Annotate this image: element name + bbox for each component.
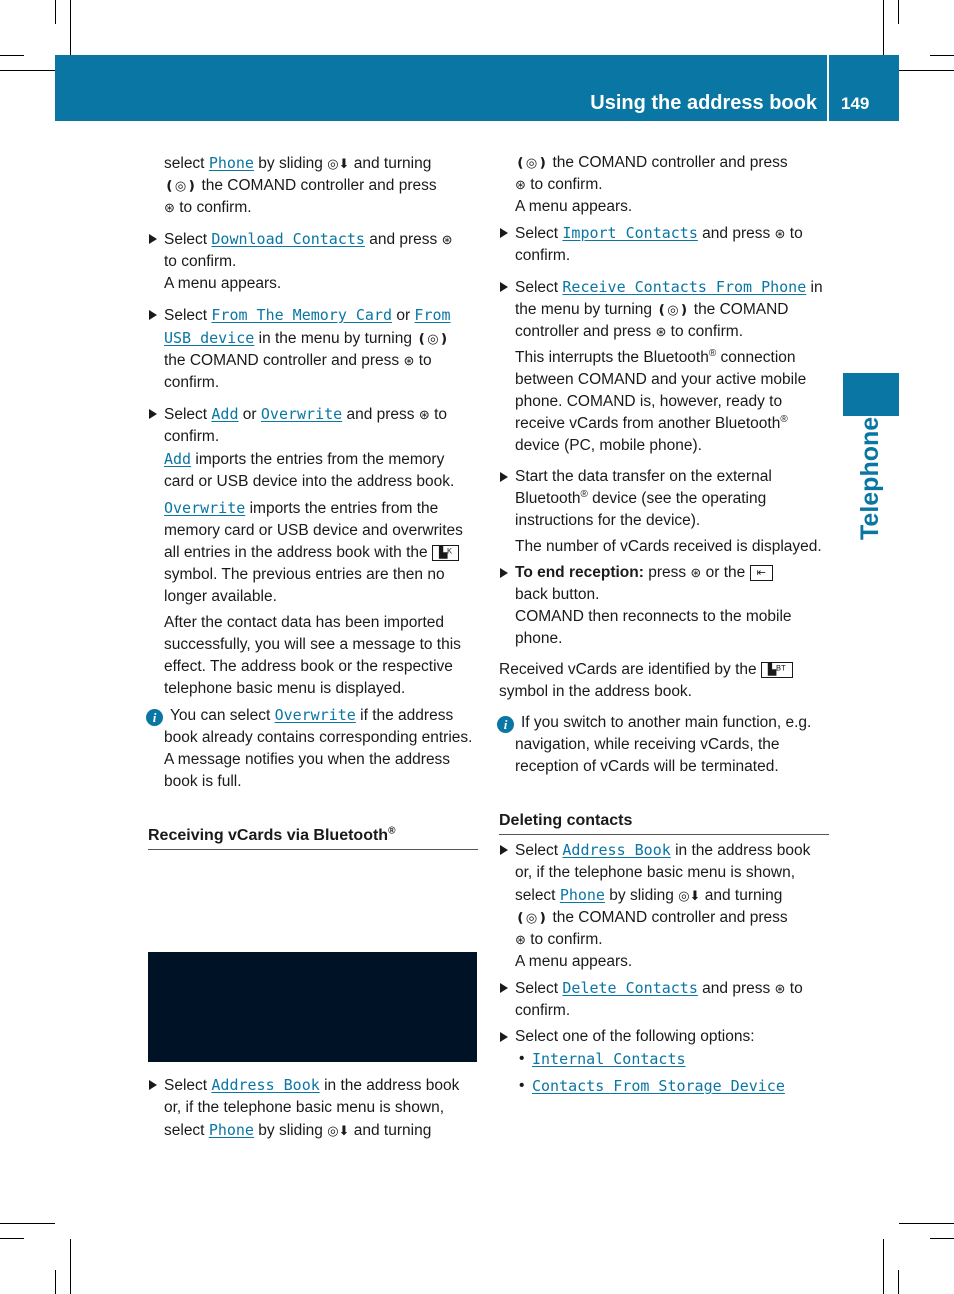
menu-item-receive-contacts: Receive Contacts From Phone [562,278,807,296]
overwrite-description: Overwrite imports the entries from the memory card or USB device and overwrites all entries in the address book with the ▙ᴷ symbol. The previous entries are then no longer available. [164,499,463,605]
page-header [55,55,899,121]
instruction-step: Start the data transfer on the external Bluetooth® device (see the operating instructions for the device). [499,466,829,532]
crop-mark [0,70,55,71]
press-controller-icon: ⊛ [774,226,786,241]
step-arrow-icon [149,234,157,244]
back-button-icon: ⇤ [750,565,773,581]
step-arrow-icon [500,472,508,482]
instruction-step: To end reception: press ⊛ or the ⇤ back button. COMAND then reconnects to the mobile phone. [499,562,829,650]
left-column [148,152,478,850]
turn-controller-icon: ❪◎❫ [656,302,690,317]
right-column [499,152,829,1098]
header-divider [827,55,829,121]
turn-controller-icon: ❪◎❫ [515,910,549,925]
step-arrow-icon [500,282,508,292]
option-contacts-from-storage: • Contacts From Storage Device [499,1075,829,1098]
instruction-step: Select one of the following options: [499,1026,829,1048]
press-controller-icon: ⊛ [655,324,667,339]
slide-down-icon: ◎⬇ [327,156,350,171]
info-icon: i [146,709,163,726]
turn-controller-icon: ❪◎❫ [515,155,549,170]
crop-mark [70,0,71,55]
menu-item-phone: Phone [208,1121,254,1139]
press-controller-icon: ⊛ [515,177,526,192]
menu-item-phone: Phone [208,154,254,172]
memory-card-symbol-icon: ▙ᴷ [432,545,459,561]
step-arrow-icon [149,1080,157,1090]
crop-mark [899,70,954,71]
press-controller-icon: ⊛ [441,232,453,247]
crop-mark [0,55,24,56]
menu-item-overwrite: Overwrite [260,405,343,423]
menu-item-usb-device: USB device [164,329,255,347]
import-result-text: After the contact data has been imported successfully, you will see a message to this effect. The address book or the respective telephone basic menu is displayed. [164,614,461,697]
bluetooth-interrupt-note: This interrupts the Bluetooth® connection between COMAND and your active mobile phone. COMAND is, however, ready to receive vCards from another Bluetooth® device (PC, mobile phone). [515,347,807,454]
crop-mark [55,0,56,24]
bluetooth-symbol-icon: ▙ᴮᵀ [761,662,793,678]
press-controller-icon: ⊛ [164,200,175,215]
info-note: i You can select Overwrite if the address book already contains corresponding entries. A message notifies you when the address book is full. [148,704,478,793]
side-tab-marker [843,373,899,416]
crop-mark [930,55,954,56]
instruction-step: Select Delete Contacts and press ⊛ to confirm. [499,977,829,1022]
info-icon: i [497,716,514,733]
menu-item-download-contacts: Download Contacts [211,230,365,248]
slide-down-icon: ◎⬇ [327,1123,350,1138]
instruction-step: Select Address Book in the address book or, if the telephone basic menu is shown, select Phone by sliding ◎⬇ and turning [148,1074,478,1142]
press-controller-icon: ⊛ [515,932,526,947]
step-arrow-icon [500,983,508,993]
left-column-bottom [148,1074,478,1142]
step-arrow-icon [149,310,157,320]
menu-item-address-book: Address Book [562,841,671,859]
section-heading-receiving-vcards: Receiving vCards via Bluetooth® [148,825,478,850]
menu-item-delete-contacts: Delete Contacts [562,979,698,997]
option-internal-contacts: • Internal Contacts [499,1048,829,1071]
add-description: Add imports the entries from the memory card or USB device into the address book. [164,450,455,490]
paragraph-continuation: ❪◎❫ the COMAND controller and press ⊛ to confirm. A menu appears. [515,154,788,215]
vcards-count-text: The number of vCards received is displayed. [515,538,822,555]
turn-controller-icon: ❪◎❫ [416,331,450,346]
crop-mark [55,1270,56,1294]
press-controller-icon: ⊛ [774,981,786,996]
page-title: Using the address book [590,92,817,114]
crop-mark [883,1239,884,1294]
menu-item-address-book: Address Book [211,1076,320,1094]
instruction-step: Select From The Memory Card or From USB device in the menu by turning ❪◎❫ the COMAND controller and press ⊛ to confirm. [148,304,478,394]
page-number: 149 [841,94,870,113]
section-heading-deleting-contacts: Deleting contacts [499,810,829,835]
press-controller-icon: ⊛ [690,565,702,580]
instruction-step: Select Download Contacts and press ⊛ to confirm. A menu appears. [148,228,478,295]
crop-mark [899,1223,954,1224]
crop-mark [898,1270,899,1294]
instruction-step: Select Address Book in the address book or, if the telephone basic menu is shown, select Phone by sliding ◎⬇ and turning ❪◎❫ the COMAND controller and press ⊛ to confirm. A menu appears. [499,839,829,973]
crop-mark [0,1238,24,1239]
step-arrow-icon [500,1032,508,1042]
info-note: i If you switch to another main function, e.g. navigation, while receiving vCards, the reception of vCards will be terminated. [499,712,829,778]
crop-mark [883,0,884,55]
step-arrow-icon [149,409,157,419]
crop-mark [70,1239,71,1294]
side-tab-label: Telephone [856,416,884,540]
paragraph-continuation: select Phone by sliding ◎⬇ and turning ❪◎❫ the COMAND controller and press ⊛ to confirm. [148,152,478,219]
step-arrow-icon [500,568,508,578]
menu-item-add: Add [211,405,239,423]
crop-mark [898,0,899,24]
instruction-step: Select Import Contacts and press ⊛ to confirm. [499,222,829,267]
crop-mark [0,1223,55,1224]
screen-image-placeholder [148,952,477,1062]
step-arrow-icon [500,228,508,238]
instruction-step: Select Receive Contacts From Phone in the menu by turning ❪◎❫ the COMAND controller and press ⊛ to confirm. [499,276,829,343]
menu-item-phone: Phone [559,886,605,904]
instruction-step: Select Add or Overwrite and press ⊛ to confirm. [148,403,478,448]
received-vcards-text: Received vCards are identified by the ▙ᴮᵀ symbol in the address book. [499,659,829,703]
press-controller-icon: ⊛ [418,407,430,422]
menu-item-import-contacts: Import Contacts [562,224,698,242]
turn-controller-icon: ❪◎❫ [164,178,198,193]
step-arrow-icon [500,845,508,855]
press-controller-icon: ⊛ [403,353,415,368]
slide-down-icon: ◎⬇ [678,888,701,903]
menu-item-from-memory-card: From The Memory Card [211,306,393,324]
crop-mark [930,1238,954,1239]
menu-item-from-usb: From [414,306,451,324]
